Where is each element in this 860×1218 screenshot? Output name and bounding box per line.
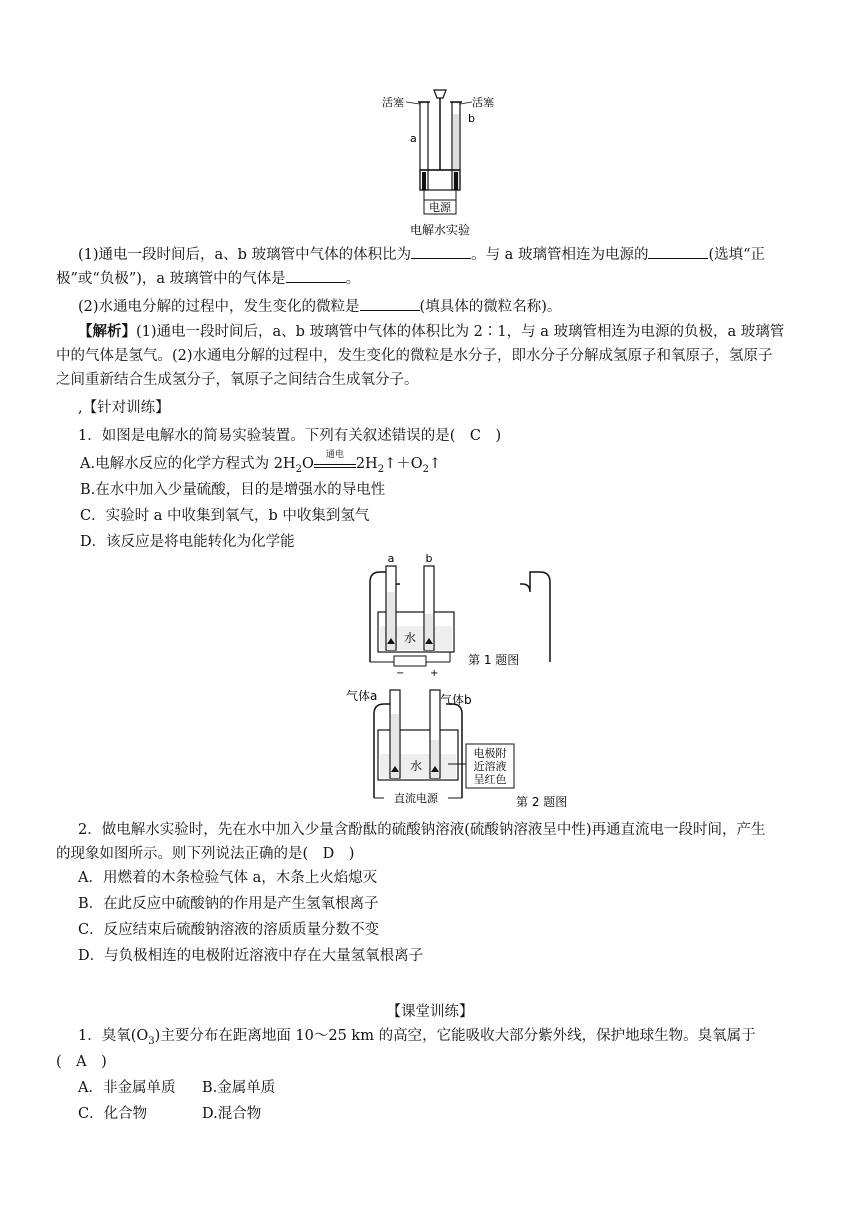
training-q2-option-c: C．反应结束后硫酸钠溶液的溶质质量分数不变 [78, 922, 380, 938]
fig1-tube-a: a [387, 552, 395, 565]
analysis-line2: 中的气体是氢气。(2)水通电分解的过程中，发生变化的微粒是水分子，即水分子分解成氢原子和氧原子，氢原子 [56, 348, 773, 364]
blank-4 [360, 296, 420, 311]
training-q1-option-a: A.电解水反应的化学方程式为 $2H_2O$ 通电 $2H_2↑+O_2↑$ [80, 450, 442, 475]
blank-2 [648, 244, 708, 259]
fig0-tube-b: b [468, 112, 475, 125]
intro-q1-line2: 极”或“负极”)，a 玻璃管中的气体是 。 [56, 268, 360, 289]
fig0-tube-a: a [410, 132, 417, 145]
intro-q1-line1: (1)通电一段时间后，a、b 玻璃管中气体的体积比为 。与 a 玻璃管相连为电源的 (选填“正 [78, 244, 765, 265]
fig2-note-3: 呈红色 [473, 773, 507, 786]
blank-3 [286, 268, 346, 283]
equation-arrow: 通电 [314, 456, 356, 468]
fig0-label-right-stopcock: 活塞 [472, 96, 494, 109]
fig1-tube-b: b [425, 552, 433, 565]
intro-q2: (2)水通电分解的过程中，发生变化的微粒是 (填具体的微粒名称)。 [78, 296, 561, 317]
fig2-note-1: 电极附 [473, 747, 507, 760]
training-q2-stem-1: 2．做电解水实验时，先在水中加入少量含酚酞的硫酸钠溶液(硫酸钠溶液呈中性)再通直流电一段时间，产生 [78, 822, 766, 838]
training-q2-option-a: A．用燃着的木条检验气体 a，木条上火焰熄灭 [78, 870, 378, 886]
training-q2-option-d: D．与负极相连的电极附近溶液中存在大量氢氧根离子 [78, 948, 424, 964]
fig2-caption: 第 2 题图 [516, 795, 568, 809]
training-q2-option-b: B．在此反应中硫酸钠的作用是产生氢氧根离子 [78, 896, 379, 912]
classroom-q1-options-cd: C．化合物 D.混合物 [78, 1106, 262, 1122]
classroom-q1-stem: 1．臭氧$(O_3)$主要分布在距离地面 10～25 km 的高空，它能吸收大部分紫外线，保护地球生物。臭氧属于 [78, 1028, 756, 1047]
fig1-caption: 第 1 题图 [468, 653, 520, 667]
training-q1-option-b: B.在水中加入少量硫酸，目的是增强水的导电性 [80, 482, 386, 498]
training-q1-option-c: C．实验时 a 中收集到氧气，b 中收集到氢气 [80, 508, 370, 524]
classroom-q1-options-ab: A．非金属单质 B.金属单质 [78, 1080, 276, 1096]
fig1-water: 水 [403, 631, 417, 645]
fig0-label-left-stopcock: 活塞 [382, 96, 404, 109]
figure-1-apparatus [360, 552, 560, 678]
fig2-note-2: 近溶液 [473, 760, 507, 773]
classroom-heading: 【课堂训练】 [386, 1004, 474, 1020]
fig0-caption: 电解水实验 [409, 223, 471, 237]
analysis-line1: 【解析】(1)通电一段时间后，a、b 玻璃管中气体的体积比为 2∶1，与 a 玻璃管相连为电源的负极，a 玻璃管 [78, 323, 785, 340]
fig2-gas-a: 气体a [346, 689, 378, 703]
fig1-plus: + [430, 668, 439, 678]
figure-2-apparatus [344, 684, 584, 814]
fig2-power: 直流电源 [394, 792, 438, 805]
classroom-q1-answer: ( A ) [56, 1054, 107, 1070]
fig1-minus: − [396, 668, 405, 678]
analysis-line3: 之间重新结合生成氢分子，氧原子之间结合生成氧分子。 [56, 372, 419, 388]
fig0-power-label: 电源 [429, 201, 451, 214]
fig2-water: 水 [409, 759, 423, 773]
training-q1-stem: 1．如图是电解水的简易实验装置。下列有关叙述错误的是( C ) [78, 428, 502, 444]
blank-1 [411, 244, 471, 259]
training-heading: ,【针对训练】 [78, 400, 170, 416]
training-q2-stem-2: 的现象如图所示。则下列说法正确的是( D ) [56, 846, 355, 862]
training-q1-option-d: D．该反应是将电能转化为化学能 [80, 534, 295, 550]
electrolysis-apparatus-figure [380, 84, 500, 244]
fig2-gas-b: 气体b [440, 693, 472, 707]
